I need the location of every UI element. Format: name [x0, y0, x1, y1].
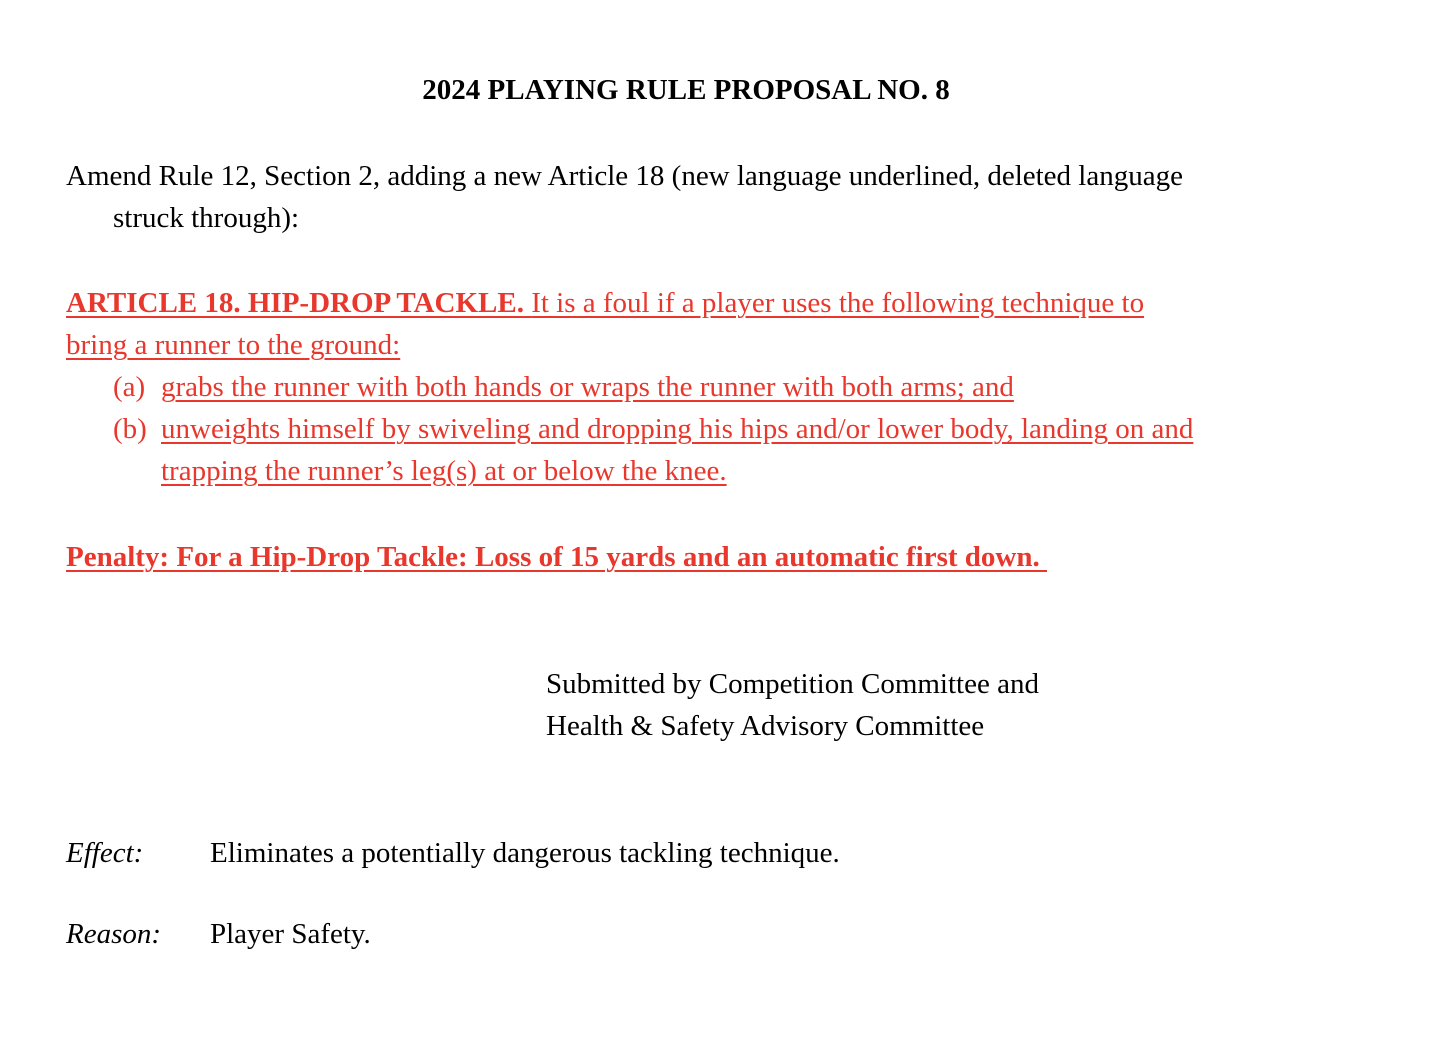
effect-text: Eliminates a potentially dangerous tackling technique. [210, 837, 840, 869]
article-heading: ARTICLE 18. HIP-DROP TACKLE. [66, 287, 524, 319]
intro-line-1: Amend Rule 12, Section 2, adding a new Article 18 (new language underlined, deleted language [66, 160, 1183, 192]
item-marker-a: (a) [113, 371, 146, 403]
penalty-line: Penalty: For a Hip-Drop Tackle: Loss of 15 yards and an automatic first down. [66, 541, 1047, 573]
submitted-by-block [546, 663, 1039, 747]
article-item-a [66, 366, 1316, 408]
reason-label: Reason: [66, 918, 162, 950]
item-text-b: unweights himself by swiveling and dropping his hips and/or lower body, landing on and [161, 413, 1194, 445]
item-b-continuation: trapping the runner’s leg(s) at or below the knee. [161, 455, 727, 487]
article-line-1-text: It is a foul if a player uses the following technique to [531, 287, 1145, 319]
effect-label: Effect: [66, 837, 144, 869]
intro-paragraph [66, 155, 1326, 239]
submitted-line-1: Submitted by Competition Committee and [546, 668, 1039, 700]
article-first-line [66, 282, 1316, 324]
submitted-line-2: Health & Safety Advisory Committee [546, 710, 985, 742]
article-line-2: bring a runner to the ground: [66, 329, 401, 361]
intro-line-2: struck through): [113, 202, 300, 234]
article-18-block [66, 282, 1316, 492]
article-item-b [66, 408, 1316, 450]
reason-text: Player Safety. [210, 918, 371, 950]
reason-row [66, 913, 371, 955]
item-text-a: grabs the runner with both hands or wraps the runner with both arms; and [161, 371, 1014, 403]
effect-row [66, 832, 840, 874]
page-title: 2024 PLAYING RULE PROPOSAL NO. 8 [422, 74, 950, 106]
item-marker-b: (b) [113, 413, 147, 445]
